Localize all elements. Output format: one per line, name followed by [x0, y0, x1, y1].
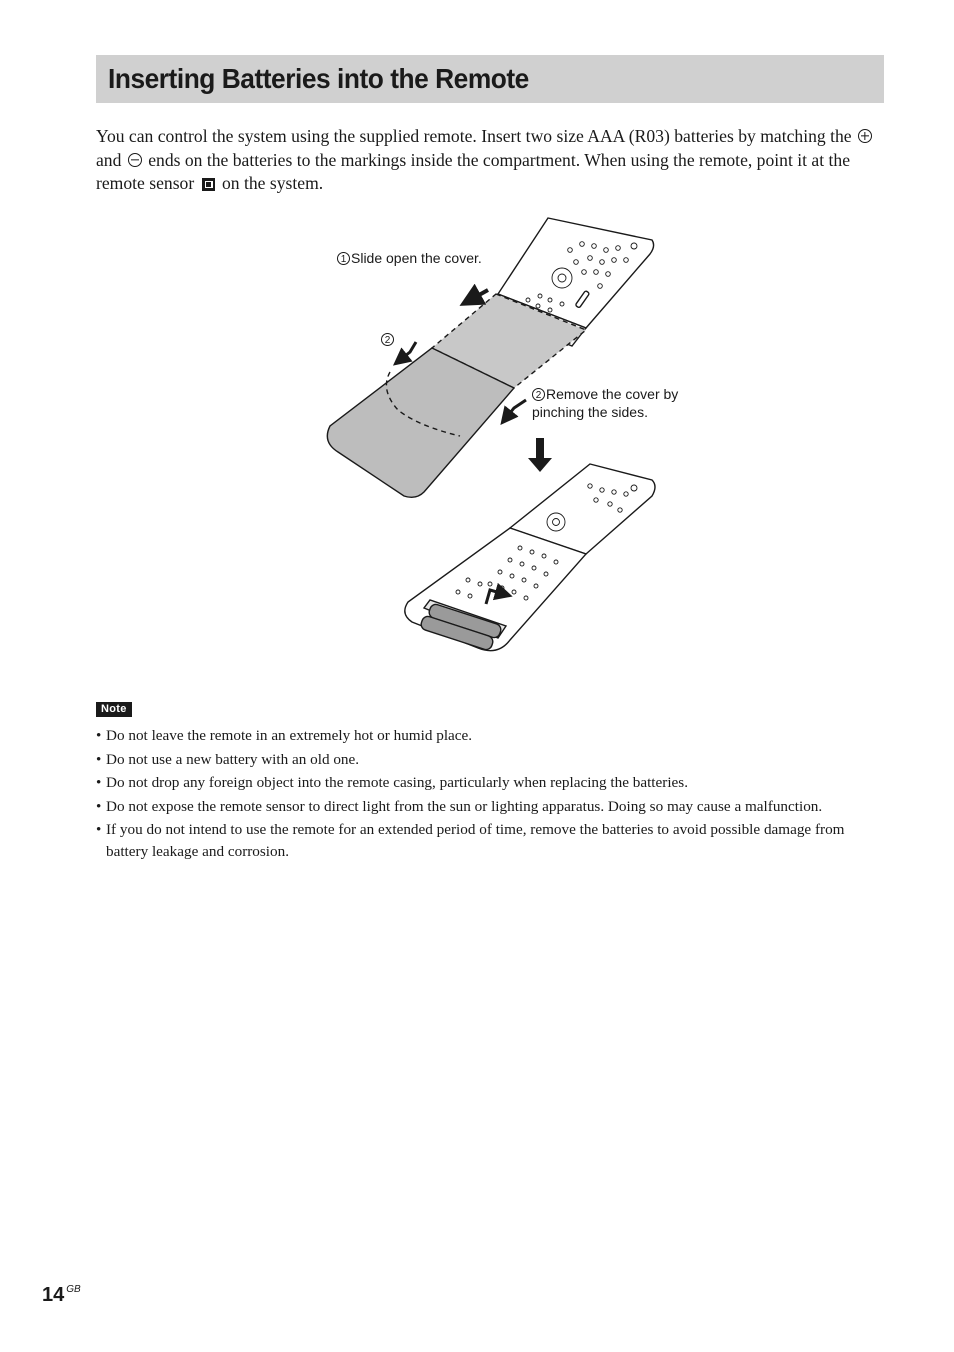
- page-number: [42, 1284, 81, 1307]
- step2-callout: [532, 385, 678, 421]
- slide-arrow: [470, 290, 488, 300]
- note-list: [96, 725, 886, 864]
- note-item: • Do not use a new battery with an old one.: [96, 749, 886, 771]
- intro-text-4: on the system.: [217, 173, 324, 193]
- remote-diagram: [300, 210, 700, 680]
- page-number-value: 14: [42, 1284, 65, 1306]
- plus-terminal-icon: [858, 129, 872, 143]
- step2-line2: pinching the sides.: [532, 404, 648, 420]
- remote-sensor-icon: [202, 178, 215, 191]
- note-badge: Note: [96, 702, 132, 717]
- note-item: • If you do not intend to use the remote for an extended period of time, remove the batteries to avoid possible damage from battery leakage and corrosion.: [96, 819, 886, 862]
- section-title-bar: [96, 55, 884, 103]
- step1-text: Slide open the cover.: [351, 250, 482, 266]
- step1-callout: [337, 249, 482, 267]
- intro-text-1: You can control the system using the supplied remote. Insert two size AAA (R03) batteries by matching the: [96, 126, 856, 146]
- intro-text-3: ends on the batteries to the markings inside the compartment. When using the remote, point it at the remote sensor: [96, 149, 851, 193]
- remote-bottom: [405, 464, 655, 651]
- intro-paragraph: [96, 125, 886, 196]
- battery-illustration: [300, 210, 700, 680]
- step2-marker-number: 2: [381, 333, 394, 346]
- page-title: Inserting Batteries into the Remote: [108, 63, 529, 94]
- step1-number: 1: [337, 252, 350, 265]
- down-arrow-head: [528, 458, 552, 472]
- lift-arrow-left: [400, 342, 416, 360]
- note-item: • Do not expose the remote sensor to direct light from the sun or lighting apparatus. Doing so may cause a malfunction.: [96, 796, 886, 818]
- page-number-suffix: GB: [66, 1284, 81, 1295]
- step2-line1: Remove the cover by: [546, 386, 679, 402]
- minus-terminal-icon: [128, 153, 142, 167]
- pinch-arrow-right: [506, 400, 526, 418]
- note-item: • Do not drop any foreign object into the remote casing, particularly when replacing the batteries.: [96, 772, 886, 794]
- step2-number: 2: [532, 388, 545, 401]
- step2-marker: [381, 330, 395, 348]
- intro-text-2: and: [96, 149, 126, 170]
- note-item: • Do not leave the remote in an extremely hot or humid place.: [96, 725, 886, 747]
